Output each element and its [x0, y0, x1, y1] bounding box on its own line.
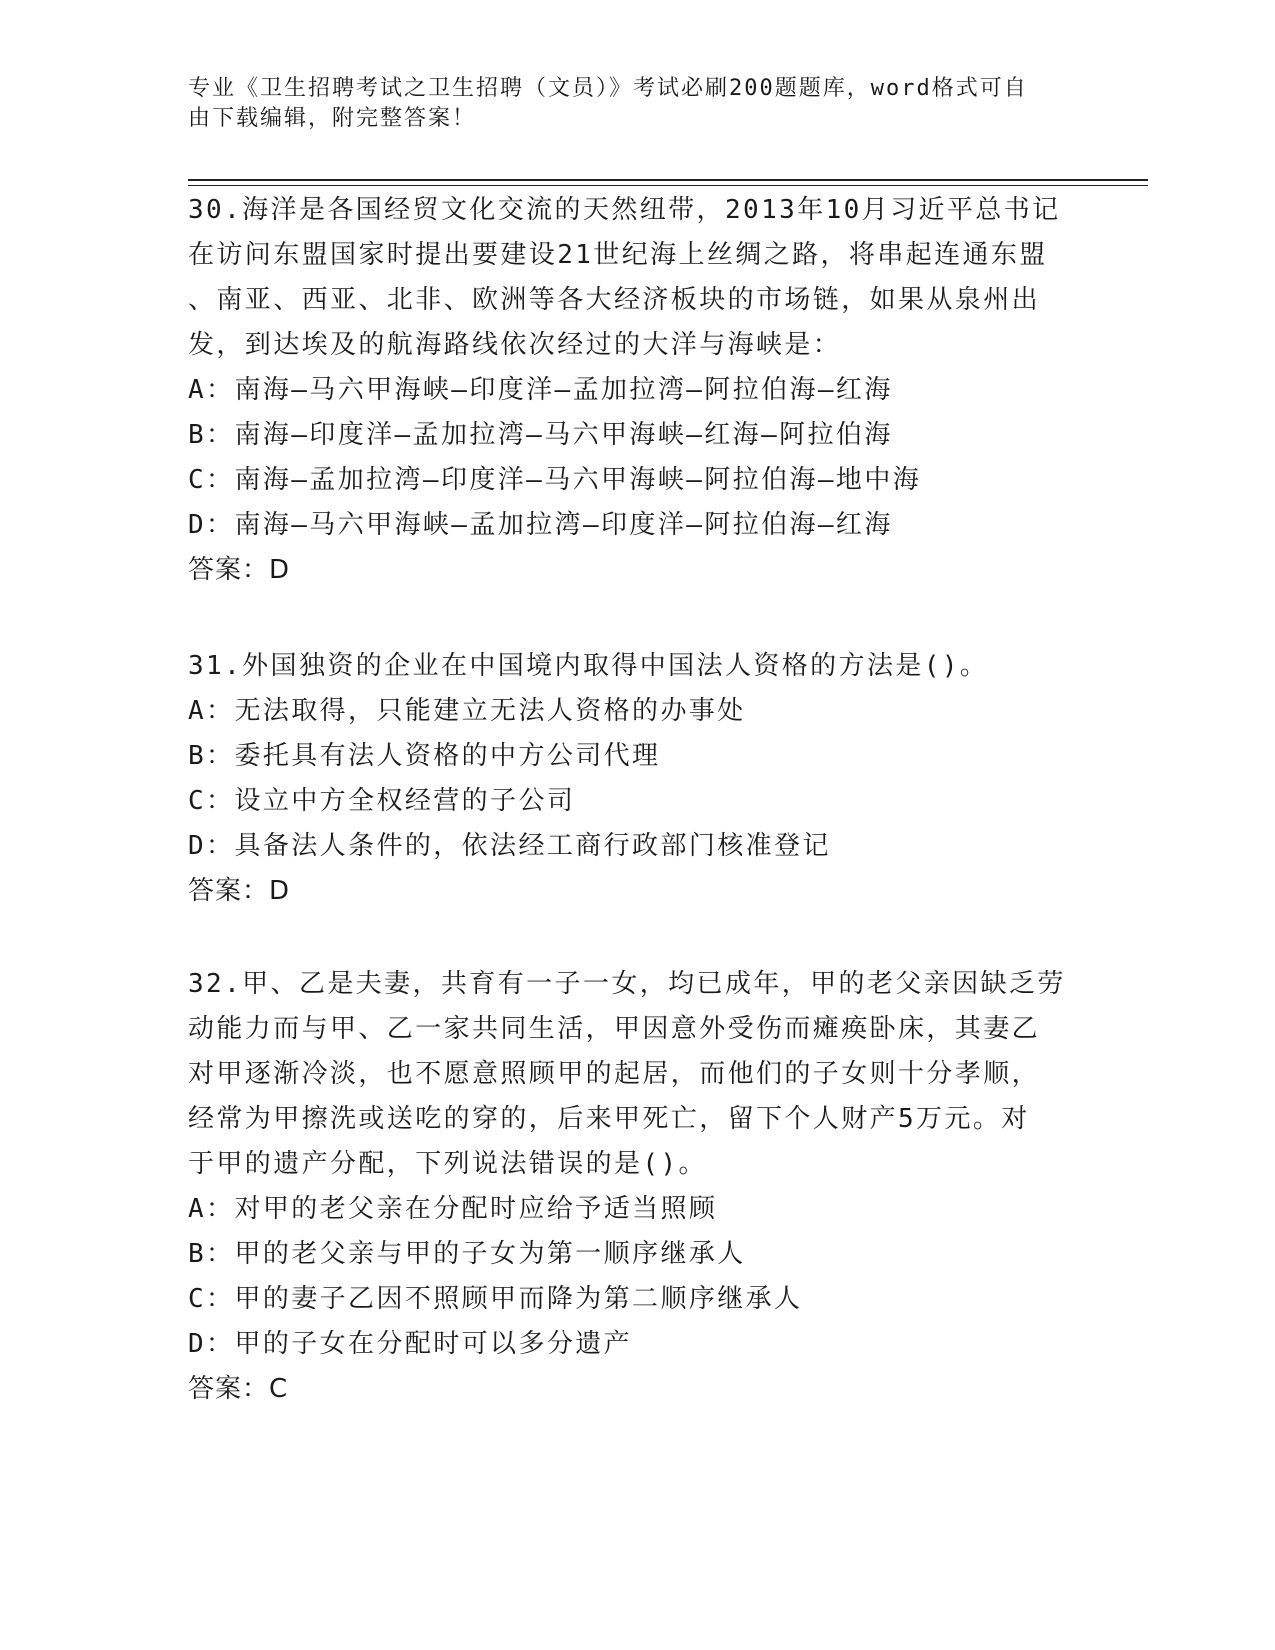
- question-31: [188, 644, 1088, 914]
- header-divider-thin: [188, 185, 1148, 186]
- answer: 答案：D: [188, 876, 291, 906]
- question-stem-line: 32.甲、乙是夫妻，共育有一子一女，均已成年，甲的老父亲因缺乏劳: [188, 969, 1066, 999]
- option-d: D：南海—马六甲海峡—孟加拉湾—印度洋—阿拉伯海—红海: [188, 510, 893, 540]
- question-stem-line: 对甲逐渐冷淡，也不愿意照顾甲的起居，而他们的子女则十分孝顺，: [188, 1059, 1041, 1089]
- option-c: C：甲的妻子乙因不照顾甲而降为第二顺序继承人: [188, 1284, 803, 1314]
- question-stem-line: 经常为甲擦洗或送吃的穿的，后来甲死亡，留下个人财产5万元。对: [188, 1104, 1030, 1134]
- option-b: B：甲的老父亲与甲的子女为第一顺序继承人: [188, 1239, 746, 1269]
- option-b: B：南海—印度洋—孟加拉湾—马六甲海峡—红海—阿拉伯海: [188, 420, 893, 450]
- question-stem-line: 于甲的遗产分配，下列说法错误的是()。: [188, 1149, 707, 1179]
- question-stem-line: 、南亚、西亚、北非、欧洲等各大经济板块的市场链，如果从泉州出: [188, 285, 1041, 315]
- option-d: D：具备法人条件的，依法经工商行政部门核准登记: [188, 831, 831, 861]
- option-c: C：设立中方全权经营的子公司: [188, 786, 576, 816]
- answer: 答案：D: [188, 555, 291, 585]
- option-c: C：南海—孟加拉湾—印度洋—马六甲海峡—阿拉伯海—地中海: [188, 465, 922, 495]
- option-a: A：无法取得，只能建立无法人资格的办事处: [188, 696, 746, 726]
- option-b: B：委托具有法人资格的中方公司代理: [188, 741, 661, 771]
- question-stem-line: 30.海洋是各国经贸文化交流的天然纽带，2013年10月习近平总书记: [188, 195, 1061, 225]
- question-32: [188, 962, 1088, 1412]
- question-stem-line: 在访问东盟国家时提出要建设21世纪海上丝绸之路，将串起连通东盟: [188, 240, 1048, 270]
- option-a: A：对甲的老父亲在分配时应给予适当照顾: [188, 1194, 718, 1224]
- question-stem-line: 发，到达埃及的航海路线依次经过的大洋与海峡是：: [188, 330, 842, 360]
- header-line-2: 由下载编辑，附完整答案！: [188, 106, 477, 131]
- question-30: [188, 188, 1088, 593]
- option-d: D：甲的子女在分配时可以多分遗产: [188, 1329, 633, 1359]
- option-a: A：南海—马六甲海峡—印度洋—孟加拉湾—阿拉伯海—红海: [188, 375, 893, 405]
- question-stem-line: 31.外国独资的企业在中国境内取得中国法人资格的方法是()。: [188, 651, 989, 681]
- header-line-1: 专业《卫生招聘考试之卫生招聘（文员）》考试必刷200题题库，word格式可自: [188, 76, 1028, 101]
- question-stem-line: 动能力而与甲、乙一家共同生活，甲因意外受伤而瘫痪卧床，其妻乙: [188, 1014, 1041, 1044]
- header-divider-thick: [188, 179, 1148, 181]
- answer: 答案：C: [188, 1374, 289, 1404]
- document-header: [188, 74, 1068, 134]
